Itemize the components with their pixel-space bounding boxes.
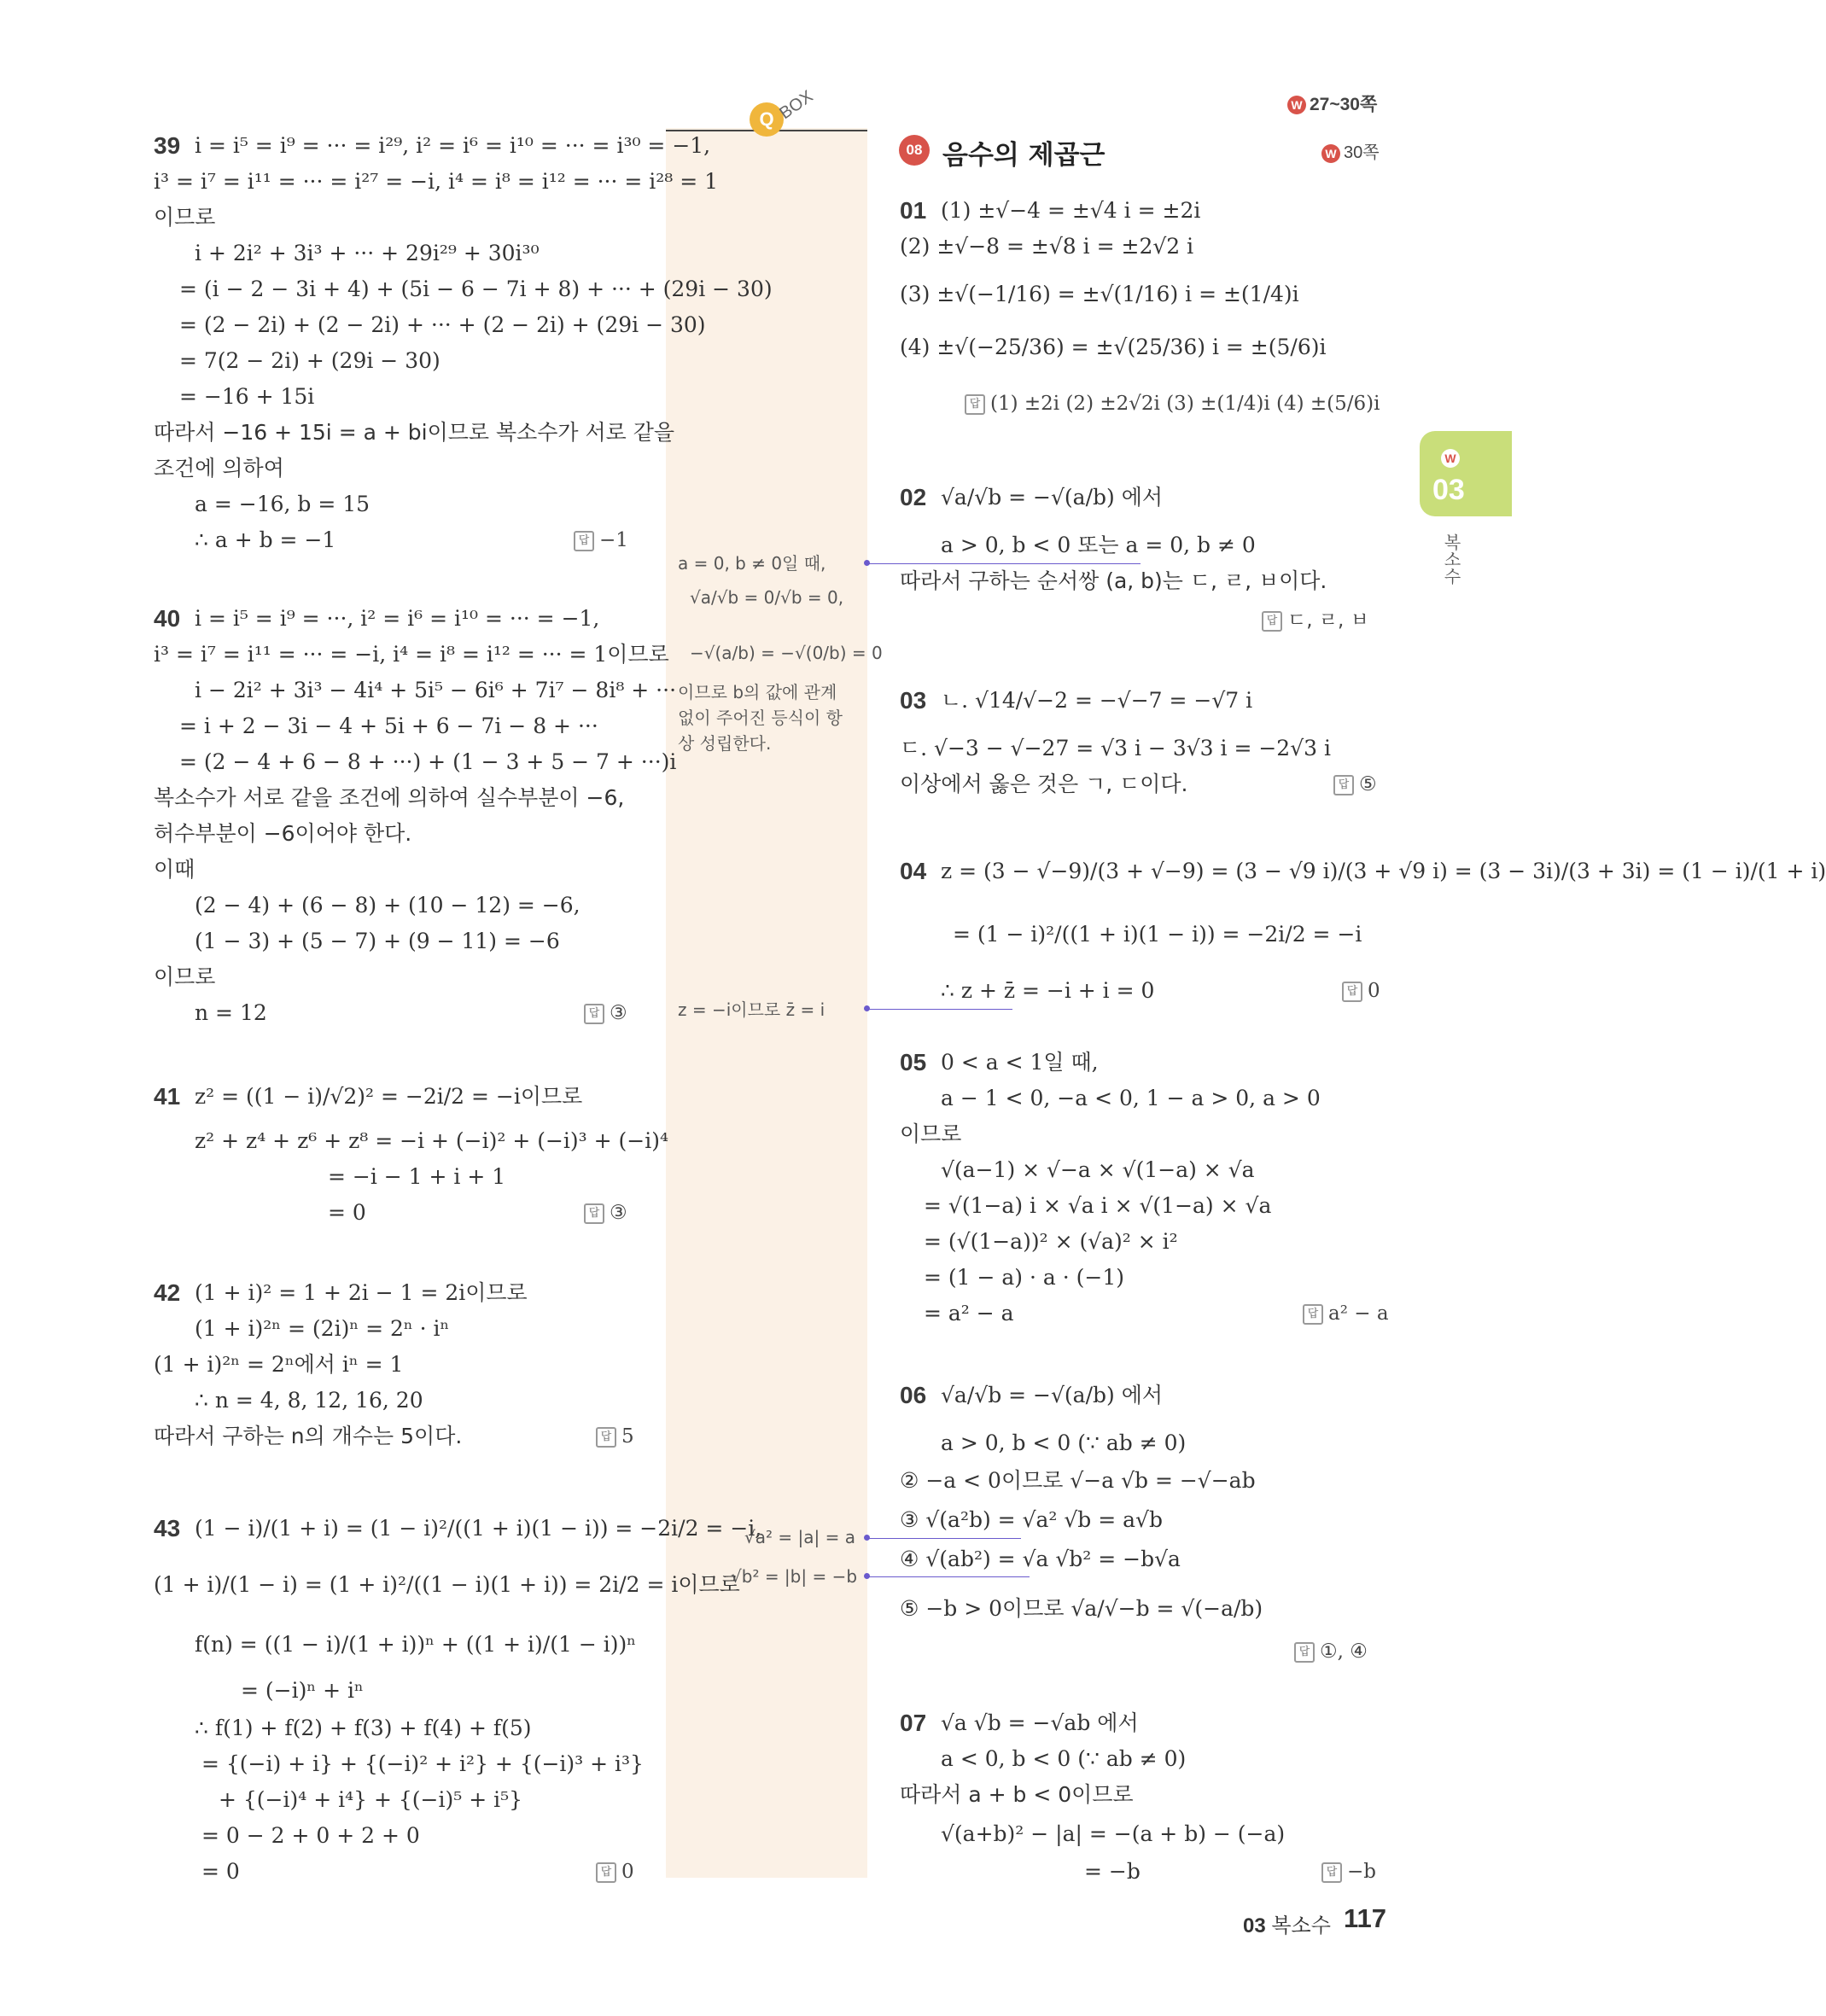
answer xyxy=(1342,980,1380,1002)
answer-mark-icon: 답 xyxy=(1303,1304,1323,1325)
solution-line: (1 + i)²ⁿ = (2i)ⁿ = 2ⁿ · iⁿ xyxy=(195,1316,450,1341)
answer-mark-icon: 답 xyxy=(584,1004,604,1024)
solution-line: = (1 − i)²/((1 + i)(1 − i)) = −2i/2 = −i xyxy=(953,922,1362,947)
problem-number: 07 xyxy=(900,1710,927,1736)
solution-line: ∴ f(1) + f(2) + f(3) + f(4) + f(5) xyxy=(195,1716,532,1740)
answer-value: −1 xyxy=(599,529,628,551)
answer xyxy=(574,529,628,551)
solution-line: 이므로 xyxy=(154,964,216,989)
solution-line: a − 1 < 0, −a < 0, 1 − a > 0, a > 0 xyxy=(941,1086,1321,1110)
solution-line: = a² − a xyxy=(924,1301,1014,1326)
footer-chapter-title: 복소수 xyxy=(1271,1914,1331,1937)
solution-line: ㄴ. √14/√−2 = −√−7 = −√7 i xyxy=(941,688,1253,713)
answer-mark-icon: 답 xyxy=(965,394,985,415)
solution-line: 따라서 a + b < 0이므로 xyxy=(900,1782,1134,1807)
connector-line xyxy=(867,563,1141,564)
problem-number: 05 xyxy=(900,1049,927,1075)
solution-line: (4) ±√(−25/36) = ±√(25/36) i = ±(5/6)i xyxy=(900,335,1327,359)
answer-mark-icon: 답 xyxy=(1294,1642,1315,1663)
solution-line: = {(−i) + i} + {(−i)² + i²} + {(−i)³ + i³} xyxy=(201,1751,644,1776)
answer-mark-icon: 답 xyxy=(1342,982,1362,1002)
solution-line: (1 + i)/(1 − i) = (1 + i)²/((1 − i)(1 + i)) = 2i/2 = i이므로 xyxy=(154,1572,740,1597)
answer xyxy=(584,1002,627,1024)
problem-number: 40 xyxy=(154,605,181,632)
answer-mark-icon: 답 xyxy=(1333,775,1354,795)
solution-line: √a/√b = −√(a/b) 에서 xyxy=(941,1383,1163,1407)
solution-line: √(a−1) × √−a × √(1−a) × √a xyxy=(941,1157,1255,1182)
problem-number: 03 xyxy=(900,687,927,714)
problem-number: 43 xyxy=(154,1515,181,1541)
answer xyxy=(596,1425,634,1448)
solution-line: (2) ±√−8 = ±√8 i = ±2√2 i xyxy=(900,234,1194,259)
section-title: 음수의 제곱근 xyxy=(942,140,1106,171)
solution-line: = (2 − 2i) + (2 − 2i) + ··· + (2 − 2i) + (29i − 30) xyxy=(179,312,706,337)
qbox-note-line: √a/√b = 0/√b = 0, xyxy=(690,587,844,608)
solution-line: (1 + i)² = 1 + 2i − 1 = 2i이므로 xyxy=(195,1280,528,1305)
solution-line: (1 − 3) + (5 − 7) + (9 − 11) = −6 xyxy=(195,929,560,953)
qbox-note-line: −√(a/b) = −√(0/b) = 0 xyxy=(690,643,883,663)
solution-line: = 0 xyxy=(328,1200,366,1225)
qbox-note-line: 상 성립한다. xyxy=(678,733,772,754)
solution-line: ∴ n = 4, 8, 12, 16, 20 xyxy=(195,1388,423,1413)
qbox-note-line: 없이 주어진 등식이 항 xyxy=(678,708,843,728)
answer xyxy=(1294,1640,1368,1663)
connector-line xyxy=(867,1538,1021,1539)
tab-w-icon: W xyxy=(1441,449,1460,468)
problem-number: 42 xyxy=(154,1279,181,1306)
solution-line: i − 2i² + 3i³ − 4i⁴ + 5i⁵ − 6i⁶ + 7i⁷ − 8i⁸ + ··· xyxy=(195,678,677,702)
solution-line: = −i − 1 + i + 1 xyxy=(328,1164,506,1189)
page-number: 117 xyxy=(1344,1903,1387,1933)
solution-line: i + 2i² + 3i³ + ··· + 29i²⁹ + 30i³⁰ xyxy=(195,241,540,265)
answer-value: 0 xyxy=(621,1861,634,1883)
solution-line: 이상에서 옳은 것은 ㄱ, ㄷ이다. xyxy=(900,772,1188,796)
page-footer xyxy=(1243,1908,1331,1938)
solution-line: 따라서 −16 + 15i = a + bi이므로 복소수가 서로 같을 xyxy=(154,420,675,445)
answer-value: 5 xyxy=(621,1425,634,1448)
chapter-tab-label: 복소수 xyxy=(1441,533,1461,585)
answer-mark-icon: 답 xyxy=(596,1427,616,1448)
answer-value: ③ xyxy=(610,1002,627,1024)
solution-line: = √(1−a) i × √a i × √(1−a) × √a xyxy=(924,1193,1272,1218)
solution-line: (1) ±√−4 = ±√4 i = ±2i xyxy=(941,198,1201,223)
qbox-note-line: √b² = |b| = −b xyxy=(731,1566,858,1587)
answer-value: (1) ±2i (2) ±2√2i (3) ±(1/4)i (4) ±(5/6)i xyxy=(990,393,1380,415)
solution-line: a < 0, b < 0 (∵ ab ≠ 0) xyxy=(941,1746,1187,1771)
solution-line: = i + 2 − 3i − 4 + 5i + 6 − 7i − 8 + ··· xyxy=(179,714,598,738)
qbox-logo-icon: Q xyxy=(750,102,784,137)
solution-line: a > 0, b < 0 (∵ ab ≠ 0) xyxy=(941,1430,1187,1455)
solution-line: (3) ±√(−1/16) = ±√(1/16) i = ±(1/4)i xyxy=(900,282,1299,306)
w-badge-icon: W xyxy=(1321,144,1340,163)
answer xyxy=(584,1202,627,1224)
qbox-note-line: √a² = |a| = a xyxy=(744,1527,855,1547)
solution-line: = −b xyxy=(1084,1859,1141,1884)
solution-line: = 0 xyxy=(201,1859,240,1884)
solution-line: = −16 + 15i xyxy=(179,384,315,409)
solution-line: 조건에 의하여 xyxy=(154,456,284,481)
solution-line: 따라서 구하는 순서쌍 (a, b)는 ㄷ, ㄹ, ㅂ이다. xyxy=(900,568,1327,593)
page-reference xyxy=(1287,90,1377,116)
section-reference xyxy=(1321,138,1380,163)
answer-value: 0 xyxy=(1368,980,1380,1002)
answer-mark-icon: 답 xyxy=(574,531,594,551)
problem-number: 06 xyxy=(900,1382,927,1408)
chapter-tab-number: 03 xyxy=(1432,474,1465,506)
solution-line: i³ = i⁷ = i¹¹ = ··· = i²⁷ = −i, i⁴ = i⁸ = i¹² = ··· = i²⁸ = 1 xyxy=(154,169,719,194)
section-badge: 08 xyxy=(899,135,930,166)
solution-line: √a/√b = −√(a/b) 에서 xyxy=(941,485,1163,510)
answer-mark-icon: 답 xyxy=(584,1203,604,1224)
answer-mark-icon: 답 xyxy=(1262,611,1282,632)
solution-line: 복소수가 서로 같을 조건에 의하여 실수부분이 −6, xyxy=(154,785,625,810)
solution-line: z² + z⁴ + z⁶ + z⁸ = −i + (−i)² + (−i)³ + (−i)⁴ xyxy=(195,1128,669,1153)
solution-line: z = (3 − √−9)/(3 + √−9) = (3 − √9 i)/(3 + √9 i) = (3 − 3i)/(3 + 3i) = (1 − i)/(1 + i) xyxy=(941,859,1826,883)
answer xyxy=(965,393,1380,415)
solution-line: √a √b = −√ab 에서 xyxy=(941,1710,1139,1735)
solution-line: √(a+b)² − |a| = −(a + b) − (−a) xyxy=(941,1821,1286,1846)
solution-line: i³ = i⁷ = i¹¹ = ··· = −i, i⁴ = i⁸ = i¹² = ··· = 1이므로 xyxy=(154,642,669,667)
solution-line: z² = ((1 − i)/√2)² = −2i/2 = −i이므로 xyxy=(195,1084,583,1109)
connector-line xyxy=(867,1009,1012,1010)
solution-line: ∴ z + z̄ = −i + i = 0 xyxy=(941,978,1155,1003)
solution-line: a = −16, b = 15 xyxy=(195,492,370,516)
solution-line: = (√(1−a))² × (√a)² × i² xyxy=(924,1229,1178,1254)
solution-line: ③ √(a²b) = √a² √b = a√b xyxy=(900,1507,1163,1532)
page-reference-text: 27~30쪽 xyxy=(1310,95,1378,114)
answer-mark-icon: 답 xyxy=(1321,1862,1342,1883)
qbox-note-line: 이므로 b의 값에 관계 xyxy=(678,682,837,702)
answer-value: ③ xyxy=(610,1202,627,1224)
answer-value: a² − a xyxy=(1328,1302,1389,1325)
solution-line: 따라서 구하는 n의 개수는 5이다. xyxy=(154,1424,463,1448)
solution-line: (1 + i)²ⁿ = 2ⁿ에서 iⁿ = 1 xyxy=(154,1352,404,1377)
solution-line: (2 − 4) + (6 − 8) + (10 − 12) = −6, xyxy=(195,893,580,918)
solution-line: f(n) = ((1 − i)/(1 + i))ⁿ + ((1 + i)/(1 − i))ⁿ xyxy=(195,1632,637,1657)
solution-line: 0 < a < 1일 때, xyxy=(941,1050,1099,1075)
answer xyxy=(1321,1861,1376,1883)
solution-line: = (2 − 4 + 6 − 8 + ···) + (1 − 3 + 5 − 7 + ···)i xyxy=(179,749,677,774)
answer xyxy=(1333,773,1377,795)
solution-line: i = i⁵ = i⁹ = ··· = i²⁹, i² = i⁶ = i¹⁰ = ··· = i³⁰ = −1, xyxy=(195,133,711,158)
section-reference-text: 30쪽 xyxy=(1344,143,1380,162)
solution-line: + {(−i)⁴ + i⁴} + {(−i)⁵ + i⁵} xyxy=(219,1787,523,1812)
solution-line: ∴ a + b = −1 xyxy=(195,527,336,552)
solution-line: i = i⁵ = i⁹ = ···, i² = i⁶ = i¹⁰ = ··· = −1, xyxy=(195,606,600,631)
solution-line: = 7(2 − 2i) + (29i − 30) xyxy=(179,348,440,373)
solution-line: = 0 − 2 + 0 + 2 + 0 xyxy=(201,1823,420,1848)
solution-line: = (i − 2 − 3i + 4) + (5i − 6 − 7i + 8) + ··· + (29i − 30) xyxy=(179,277,773,301)
answer xyxy=(1303,1302,1389,1325)
w-badge-icon: W xyxy=(1287,96,1306,114)
answer-value: −b xyxy=(1347,1861,1376,1883)
solution-line: 허수부분이 −6이어야 한다. xyxy=(154,821,412,846)
answer-value: ㄷ, ㄹ, ㅂ xyxy=(1287,609,1369,632)
problem-number: 04 xyxy=(900,858,927,884)
answer-value: ①, ④ xyxy=(1320,1640,1368,1663)
solution-line: 이때 xyxy=(154,857,195,882)
answer xyxy=(1262,604,1369,632)
connector-line xyxy=(867,1576,1030,1577)
solution-line: 이므로 xyxy=(900,1122,962,1146)
qbox-label: BOX xyxy=(776,86,817,124)
problem-number: 39 xyxy=(154,132,181,159)
problem-number: 01 xyxy=(900,197,927,224)
answer xyxy=(596,1861,634,1883)
answer-mark-icon: 답 xyxy=(596,1862,616,1883)
solution-line: a > 0, b < 0 또는 a = 0, b ≠ 0 xyxy=(941,533,1256,557)
footer-chapter: 03 xyxy=(1243,1914,1266,1937)
solution-line: 이므로 xyxy=(154,205,216,230)
answer-value: ⑤ xyxy=(1359,773,1377,795)
solution-line: ⑤ −b > 0이므로 √a/√−b = √(−a/b) xyxy=(900,1596,1263,1621)
solution-line: ④ √(ab²) = √a √b² = −b√a xyxy=(900,1547,1181,1571)
solution-line: (1 − i)/(1 + i) = (1 − i)²/((1 + i)(1 − i)) = −2i/2 = −i, xyxy=(195,1516,762,1541)
problem-number: 41 xyxy=(154,1083,181,1110)
solution-line: = (−i)ⁿ + iⁿ xyxy=(241,1678,364,1703)
qbox-note-line: a = 0, b ≠ 0일 때, xyxy=(678,553,826,574)
solution-line: n = 12 xyxy=(195,1000,267,1025)
solution-line: ㄷ. √−3 − √−27 = √3 i − 3√3 i = −2√3 i xyxy=(900,736,1331,760)
qbox-note-line: z = −i이므로 z̄ = i xyxy=(678,999,825,1020)
problem-number: 02 xyxy=(900,484,927,510)
solution-line: = (1 − a) · a · (−1) xyxy=(924,1265,1124,1290)
solution-line: ② −a < 0이므로 √−a √b = −√−ab xyxy=(900,1468,1256,1493)
